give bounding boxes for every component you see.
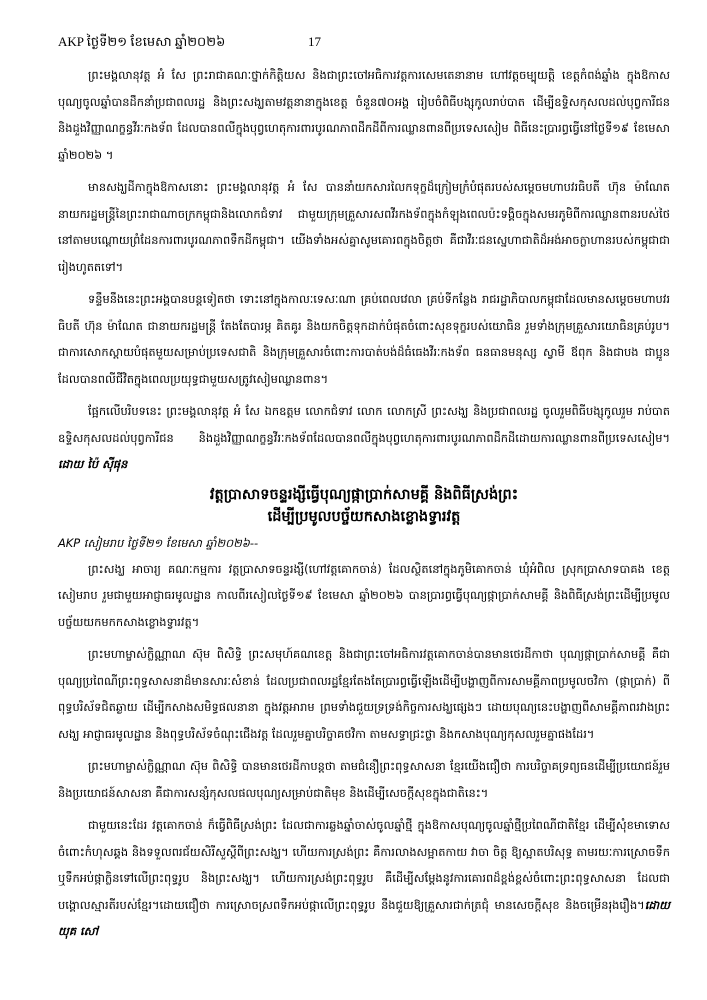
article-1-paragraph-3: ទន្ទឹមនឹងនេះព្រះអង្គបានបន្តទៀតថា ទោះនៅក្នុងកាលៈទេសៈណា គ្រប់ពេលវេលា គ្រប់ទីកន្លែង រាជរដ្ឋាភិបាលកម្ពុជាដែលមានសម្ដេចមហាបវរធិបតី ហ៊ុន ម៉ាណែត ជានាយករដ្ឋមន្ត្រី តែងតែបារម្ភ គិតគូរ និងយកចិត្តទុកដាក់បំផុតចំពោះសុខទុក្ខរបស់យោធិន រួមទាំងក្រុមគ្រួសារយោធិនគ្រប់រូប។ ជាការសោកស្ដាយបំផុតមួយសម្រាប់ប្រទេសជាតិ និងក្រុមគ្រួសារចំពោះការបាត់បង់ដ៏ធំធេងវីរៈកងទ័ព ធនធានមនុស្ស ស្វាមី ឪពុក និងជាបង ជាប្អូន ដែលបានពលីជីវិតក្នុងពេលប្រយុទ្ធជាមួយសត្រូវសៀមឈ្លានពាន។ — [58, 292, 670, 386]
article-1-paragraph-2: មានសង្ឃដីកាក្នុងឱកាសនោះ ព្រះមង្គលានុវត្ត អំ សែ បាននាំយកសារលៃកទុក្ខដ៏ក្រៀមក្រំបំផុតរបស់សម្ដេចមហាបវរធិបតី ហ៊ុន ម៉ាណែត នាយករដ្ឋមន្ត្រីនៃព្រះរាជាណាចក្រកម្ពុជានិងលោកជំទាវ ជាមួយក្រុមគ្រួសារសពវីរកងទ័ពក្នុងកំឡុងពេលប៉ះទង្គិចក្នុងសមរភូមិពីការឈ្លានពានរបស់ថៃ នៅតាមបណ្ដោយព្រំដែនការពារបូរណភាពទឹកដីកម្ពុជា។ យើងទាំងអស់គ្នាសូមគោរពក្នុងចិត្តថា គឺជាវីរៈជនស្នេហាជាតិដ៏អង់អាចក្លាហានរបស់កម្ពុជាជារៀងហូតតទៅ។ — [58, 180, 670, 274]
article-2-byline: ដោយ យុគ សៅ — [58, 897, 670, 938]
header-date: AKP ថ្ងៃទី២១ ខែមេសា ឆ្នាំ២០២៦ — [58, 34, 226, 49]
article-1-paragraph-4-text: ផ្អែកលើបរិបទនេះ ព្រះមង្គលានុវត្ត អំ សែ ឯកឧត្តម លោកជំទាវ លោក លោកស្រី ព្រះសង្ឃ និងប្រជាពលរដ្ឋ ចូលរួមពិធីបង្សុកូលរួម រាប់បាតឧទ្ទិសកុសលដល់បុព្វការីជន និងដួងវិញ្ញាណក្ខន្ធវីរៈកងទ័ពដែលបានពលីក្នុងបុព្វហេតុការពារបូរណភាពដឹកដីដោយការឈ្លានពានពីប្រទេសសៀម។ — [58, 404, 670, 445]
article-2-paragraph-1: ព្រះសង្ឃ អាចារ្យ គណៈកម្មការ វត្តប្រាសាទចន្ទរង្សី(ហៅវត្តគោកចាន់) ដែលស្ថិតនៅក្នុងភូមិគោកចាន់ ឃុំអំពិល ស្រុកប្រាសាទបាគង ខេត្តសៀមរាប រួមជាមួយអាជ្ញាធរមូលដ្ឋាន កាលពីរសៀលថ្ងៃទី១៩ ខែមេសា ឆ្នាំ២០២៦ បានប្រារព្ធធ្វើបុណ្យផ្កាប្រាក់សាមគ្គី និងពិធីស្រង់ព្រះដើម្បីប្រមូលបច្ច័យយកមកកសាងខ្លោងទ្វារវត្ត។ — [58, 561, 670, 629]
article-2-paragraph-4-text: ជាមួយនេះដែរ វត្តគោកចាន់ ក៏ធ្វើពិធីស្រង់ព្រះ ដែលជាការឆ្លងឆ្នាំចាស់ចូលឆ្នាំថ្មី ក្នុងឱកាសបុណ្យចូលឆ្នាំថ្មីប្រពៃណីជាតិខ្មែរ ដើម្បីសុំខមាទោសចំពោះកំហុសឆ្គង និងទទួលពរជ័យសិរីសួស្ដីពីព្រះសង្ឃ។ ហើយការស្រង់ព្រះ គឺការលាងសម្អាតកាយ វាចា ចិត្ត ឱ្យស្អាតបរិសុទ្ធ តាមរយៈការស្រោចទឹក ឬទឹកអប់ផ្កាក្លិនទៅលើព្រះពុទ្ធរូប និងព្រះសង្ឃ។ ហើយការស្រង់ព្រះពុទ្ធរូប គឺដើម្បីសម្ដែងនូវការគោរពដ៏ខ្ពង់ខ្ពស់ចំពោះព្រះពុទ្ធសាសនា ដែលជាបង្គោលស្មារតីរបស់ខ្មែរ។ដោយជឿថា ការស្រោចស្រពទឹកអប់ផ្កាលើព្រះពុទ្ធរូប នឹងជួយឱ្យគ្រួសារជាក់ត្រជុំ មានសេចក្ដីសុខ និងចម្រើនរុងរឿង។ — [58, 818, 670, 912]
article-2-title — [58, 484, 670, 528]
page-content — [58, 62, 670, 951]
article-1 — [58, 62, 670, 478]
article-2-paragraph-3: ព្រះមហាម្ចាស់ក្លិណ្ណាណ ស៊ុម ពិសិទ្ធិ បានមានថេរដីកាបន្តថា តាមជំនឿព្រះពុទ្ធសាសនា ខ្មែរយើងជឿថា ការបរិច្ចាគទ្រព្យធនដើម្បីប្រយោជន៍រួម និងប្រយោជន៍សាសនា គឺជាការសន្សំកុសលផលបុណ្យសម្រាប់ជាតិមុខ និងដើម្បីសេចក្ដីសុខក្នុងជាតិនេះ។ — [58, 759, 670, 800]
article-1-paragraph-1: ព្រះមង្គលានុវត្ត អំ សែ ព្រះរាជាគណៈថ្នាក់កិត្តិយស និងជាព្រះចៅអធិការវត្តការសេមតេនានាម ហៅវត្តចម្បុយត្តិ ខេត្តកំពង់ឆ្នាំង ក្នុងឱកាសបុណ្យចូលឆ្នាំបានដឹកនាំប្រជាពលរដ្ឋ និងព្រះសង្ឃតាមវត្តនានាក្នុងខេត្ត ចំនួន៧០អង្គ រៀបចំពិធីបង្សុកូលរាប់បាត ដើម្បីឧទ្ទិសកុសលដល់បុព្វការីជន និងដួងវិញ្ញាណក្ខន្ធវីរៈកងទ័ព ដែលបានពលីក្នុងបុព្វហេតុការពារបូរណភាពដឹកដីពីការឈ្លានពានពីប្រទេសសៀម ពិធីនេះប្រារព្ធធ្វើនៅថ្ងៃទី១៩ ខែមេសា ឆ្នាំ២០២៦ ។ — [58, 68, 670, 162]
article-1-paragraph-4 — [58, 398, 670, 478]
article-1-byline: ដោយ ប៉ៃ ស៊ីផុន — [58, 457, 128, 471]
article-2 — [58, 484, 670, 945]
article-2-paragraph-4 — [58, 812, 670, 945]
article-2-dateline: AKP សៀមរាប ថ្ងៃទី២១ ខែមេសា ឆ្នាំ២០២៦-- — [58, 535, 259, 550]
article-2-paragraph-2: ព្រះមហាម្ចាស់ក្លិណ្ណាណ ស៊ុម ពិសិទ្ធិ ព្រះសមុហ៍គណខេត្ត និងជាព្រះចៅអធិការវត្តគោកចាន់បានមានថេរដីកាថា បុណ្យផ្កាប្រាក់សាមគ្គី គឺជាបុណ្យប្រពៃណីព្រះពុទ្ធសាសនាដ៏មានសារៈសំខាន់ ដែលប្រជាពលរដ្ឋខ្មែរតែងតែប្រារព្ធធ្វើឡើងដើម្បីបង្ហាញពីការសាមគ្គីភាពប្រមូលចវិកា (ផ្កាប្រាក់) ពីពុទ្ធបរិស័ទជិតឆ្ងាយ ដើម្បីកសាងសមិទ្ធផលនានា ក្នុងវត្តអារាម ព្រមទាំងជួយទ្រទ្រង់កិច្ចការសង្ឃផ្សេងៗ ដោយបុណ្យនេះបង្ហាញពីសាមគ្គីភាពរវាងព្រះសង្ឃ អាជ្ញាធរមូលដ្ឋាន និងពុទ្ធបរិស័ទចំណុះជើងវត្ត ដែលរួមគ្នាបរិច្ចាគថវិកា តាមសទ្ធាជ្រះថ្លា និងកសាងបុណ្យកុសលរួមគ្នាផងដែរ។ — [58, 647, 670, 741]
article-2-title-line-2: ដើម្បីប្រមូលបច្ច័យកសាងខ្លោងទ្វារវត្ត — [267, 508, 461, 525]
page-number: 17 — [308, 34, 321, 49]
page-header — [58, 34, 658, 54]
article-2-title-line-1: វត្តប្រាសាទចន្ទរង្សីធ្វើបុណ្យផ្កាប្រាក់សាមគ្គី និងពិធីស្រង់ព្រះ — [209, 486, 519, 503]
